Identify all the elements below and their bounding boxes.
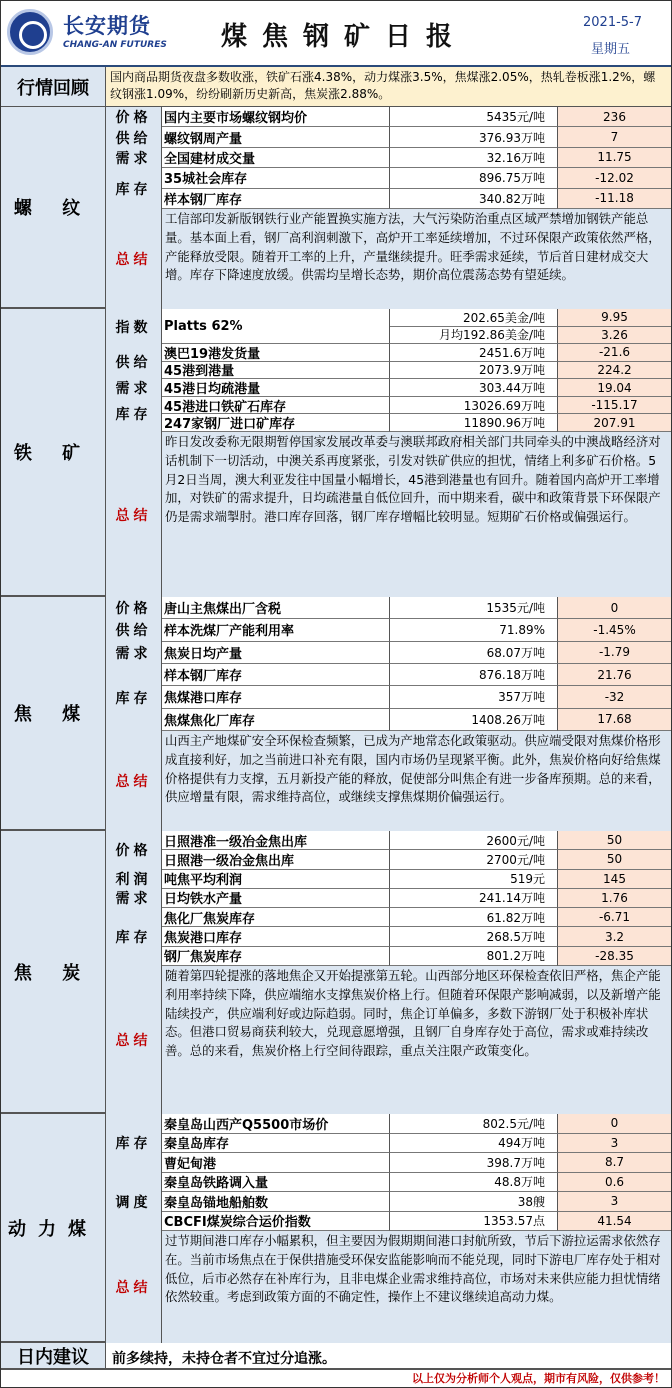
indicator-name: 焦化厂焦炭库存 [162,908,390,927]
category-label: 库存 [106,908,162,966]
indicator-change: 1.76 [558,889,671,908]
advice-row [1,1343,671,1369]
indicator-value: 896.75万吨 [390,168,558,188]
indicator-name: 国内主要市场螺纹钢均价 [162,107,390,127]
indicator-name: 吨焦平均利润 [162,870,390,889]
indicator-value: 876.18万吨 [390,664,558,686]
section-1 [1,309,671,597]
indicator-change: -21.6 [558,344,671,362]
indicator-value: 519元 [390,870,558,889]
indicator-name: 唐山主焦煤出厂含税 [162,597,390,619]
indicator-name: 35城社会库存 [162,168,390,188]
indicator-change: -1.45% [558,619,671,641]
section-label: 铁 矿 [1,309,106,595]
indicator-name: 秦皇岛山西产Q5500市场价 [162,1114,390,1134]
indicator-name: 秦皇岛铁路调入量 [162,1173,390,1193]
indicator-value: 1535元/吨 [390,597,558,619]
indicator-value: 61.82万吨 [390,908,558,927]
indicator-change: 3 [558,1192,671,1212]
indicator-name: 焦煤港口库存 [162,686,390,708]
indicator-value: 32.16万吨 [390,148,558,168]
category-label: 供给 [106,619,162,641]
summary-text: 工信部印发新版钢铁行业产能置换实施方法，大气污染防治重点区域严禁增加钢铁产能总量。基本面上看，钢厂高利润刺激下，高炉开工率延续增加，不过环保限产政策依然严格，产能释放受限。随着开工率的上升，产量继续提升。旺季需求延续，节后首日建材成交大增。库存下降速度放缓。供需均呈增长态势，期价高位震荡态势有望延续。 [162,209,671,309]
advice-label: 日内建议 [1,1343,106,1368]
summary-text: 山西主产地煤矿安全环保检查频繁，已成为产地常态化政策驱动。供应端受限对焦煤价格形成直接利好，加之当前进口补充有限，国内市场仍呈现紧平衡。此外，焦炭价格向好给焦煤价格提供有力支撑，五月新投产能的释放，促使部分叫焦企有进一步备库预期。总的来看，供应增量有限，需求维持高位，或继续支撑焦煤期价偏强运行。 [162,731,671,831]
indicator-value: 303.44万吨 [390,379,558,397]
indicator-value: 494万吨 [390,1134,558,1154]
indicator-value: 202.65美金/吨 [390,309,558,327]
indicator-change: -6.71 [558,908,671,927]
indicator-change: 19.04 [558,379,671,397]
section-0 [1,107,671,309]
indicator-change: 50 [558,831,671,850]
indicator-change: 207.91 [558,414,671,432]
indicator-name: 澳巴19港发货量 [162,344,390,362]
category-label: 指数 [106,309,162,344]
indicator-value: 48.8万吨 [390,1173,558,1193]
indicator-change: 9.95 [558,309,671,327]
indicator-value: 357万吨 [390,686,558,708]
indicator-name: 螺纹钢周产量 [162,127,390,147]
indicator-value: 802.5元/吨 [390,1114,558,1134]
indicator-value: 13026.69万吨 [390,397,558,415]
report-weekday: 星期五 [591,42,631,57]
indicator-name: Platts 62% [162,309,390,344]
indicator-value: 376.93万吨 [390,127,558,147]
market-review-row [1,67,671,107]
indicator-name: 焦煤焦化厂库存 [162,709,390,731]
indicator-name: 焦炭日均产量 [162,642,390,664]
category-label: 需求 [106,148,162,168]
indicator-value: 71.89% [390,619,558,641]
summary-label: 总结 [106,731,162,831]
brand-name-en: CHANG-AN FUTURES [63,40,167,50]
indicator-value: 38艘 [390,1192,558,1212]
indicator-name: 秦皇岛锚地船舶数 [162,1192,390,1212]
indicator-value: 241.14万吨 [390,889,558,908]
indicator-change: -12.02 [558,168,671,188]
summary-label: 总结 [106,432,162,597]
indicator-name: 样本洗煤厂产能利用率 [162,619,390,641]
indicator-name: 全国建材成交量 [162,148,390,168]
indicator-change: -115.17 [558,397,671,415]
indicator-change: 7 [558,127,671,147]
indicator-change: 0.6 [558,1173,671,1193]
indicator-value: 801.2万吨 [390,947,558,966]
indicator-name: 日照港准一级冶金焦出库 [162,831,390,850]
indicator-change: 11.75 [558,148,671,168]
advice-text: 前多续持，未持仓者不宜过分追涨。 [106,1343,671,1368]
indicator-change: 0 [558,597,671,619]
indicator-change: 236 [558,107,671,127]
indicator-change: -32 [558,686,671,708]
indicator-value: 68.07万吨 [390,642,558,664]
report-header [1,1,671,67]
indicator-name: 日照港一级冶金焦出库 [162,850,390,869]
indicator-change: 8.7 [558,1153,671,1173]
summary-text: 昨日发改委称无限期暂停国家发展改革委与澳联邦政府相关部门共同牵头的中澳战略经济对话机制下一切活动，中澳关系再度紧张，引发对铁矿供应的担忧，情绪上利多矿石价格。5月2日当周，澳大利亚发往中国量小幅增长，45港到港量也有回升。随着国内高炉开工率增加，对铁矿的需求提升，日均疏港量自低位回升，而中期来看，碳中和政策背景下环保限产仍是需求端掣肘。港口库存回落，钢厂库存增幅比较明显。短期矿石价格或偏强运行。 [162,432,671,597]
category-label: 调度 [106,1173,162,1232]
indicator-name: 样本钢厂库存 [162,664,390,686]
indicator-change: -11.18 [558,189,671,209]
indicator-value: 2600元/吨 [390,831,558,850]
section-3 [1,831,671,1114]
category-label: 库存 [106,168,162,209]
disclaimer-footer: 以上仅为分析师个人观点，期市有风险，仅供参考！ [1,1369,671,1388]
category-label: 库存 [106,1114,162,1173]
brand-name-cn: 长安期货 [63,14,151,38]
indicator-value: 2073.9万吨 [390,362,558,380]
indicator-change: 0 [558,1114,671,1134]
indicator-value: 1353.57点 [390,1212,558,1232]
category-label: 需求 [106,889,162,908]
section-4 [1,1114,671,1343]
indicator-value: 2451.6万吨 [390,344,558,362]
indicator-change: 3.2 [558,927,671,946]
indicator-change: 17.68 [558,709,671,731]
indicator-name: 钢厂焦炭库存 [162,947,390,966]
indicator-value: 1408.26万吨 [390,709,558,731]
market-review-text: 国内商品期货夜盘多数收涨，铁矿石涨4.38%，动力煤涨3.5%，焦煤涨2.05%，热轧卷板涨1.2%，螺纹钢涨1.09%，纷纷刷新历史新高，焦炭涨2.88%。 [106,67,671,106]
category-label: 需求 [106,379,162,397]
indicator-name: 日均铁水产量 [162,889,390,908]
indicator-change: 224.2 [558,362,671,380]
indicator-change: 3 [558,1134,671,1154]
section-label: 焦 炭 [1,831,106,1112]
market-review-label: 行情回顾 [1,67,106,106]
summary-text: 过节期间港口库存小幅累积，但主要因为假期期间港口封航所致，节后下游拉运需求依然存在。当前市场焦点在于保供措施受环保安监能影响而不能兑现，同时下游电厂库存处于相对低位，后市必然存在补库行为，且非电煤企业需求维持高位，市场对未来供应能力担忧情绪依然较重。考虑到政策方面的不确定性，操作上不建议继续追高动力煤。 [162,1231,671,1343]
section-label: 动力煤 [1,1114,106,1341]
category-label: 库存 [106,397,162,432]
indicator-change: -28.35 [558,947,671,966]
indicator-value: 268.5万吨 [390,927,558,946]
indicator-value: 11890.96万吨 [390,414,558,432]
indicator-name: 45港进口铁矿石库存 [162,397,390,415]
indicator-change: 41.54 [558,1212,671,1232]
indicator-change: 21.76 [558,664,671,686]
report-title: 煤焦钢矿日报 [221,22,468,52]
indicator-name: 45港日均疏港量 [162,379,390,397]
category-label: 价格 [106,107,162,127]
report-date: 2021-5-7 [583,15,643,30]
indicator-change: -1.79 [558,642,671,664]
indicator-name: 焦炭港口库存 [162,927,390,946]
indicator-change: 145 [558,870,671,889]
category-label: 供给 [106,344,162,379]
summary-label: 总结 [106,209,162,309]
category-label: 需求 [106,642,162,664]
category-label: 库存 [106,664,162,731]
indicator-value: 5435元/吨 [390,107,558,127]
summary-label: 总结 [106,1231,162,1343]
indicator-name: CBCFI煤炭综合运价指数 [162,1212,390,1232]
indicator-change: 3.26 [558,327,671,345]
company-logo-icon [7,9,53,55]
summary-text: 随着第四轮提涨的落地焦企又开始提涨第五轮。山西部分地区环保检查依旧严格，焦企产能利用率持续下降，供应端缩水支撑焦炭价格上行。但随着环保限产影响减弱，以及新增产能陆续投产，供应端利好或边际趋弱。同时，焦企订单偏多，多数下游钢厂处于积极补库状态。但港口贸易商获利较大，兑现意愿增强，且钢厂自身库存处于高位，需求或难持续改善。总的来看，焦炭价格上行空间待跟踪，重点关注限产政策变化。 [162,966,671,1114]
indicator-name: 曹妃甸港 [162,1153,390,1173]
indicator-change: 50 [558,850,671,869]
summary-label: 总结 [106,966,162,1114]
section-2 [1,597,671,831]
indicator-value: 398.7万吨 [390,1153,558,1173]
category-label: 价格 [106,597,162,619]
indicator-value: 月均192.86美金/吨 [390,327,558,345]
category-label: 供给 [106,127,162,147]
indicator-name: 秦皇岛库存 [162,1134,390,1154]
indicator-name: 样本钢厂库存 [162,189,390,209]
category-label: 利润 [106,870,162,889]
indicator-value: 2700元/吨 [390,850,558,869]
section-label: 螺 纹 [1,107,106,307]
category-label: 价格 [106,831,162,870]
indicator-name: 45港到港量 [162,362,390,380]
indicator-value: 340.82万吨 [390,189,558,209]
section-label: 焦 煤 [1,597,106,829]
indicator-name: 247家钢厂进口矿库存 [162,414,390,432]
